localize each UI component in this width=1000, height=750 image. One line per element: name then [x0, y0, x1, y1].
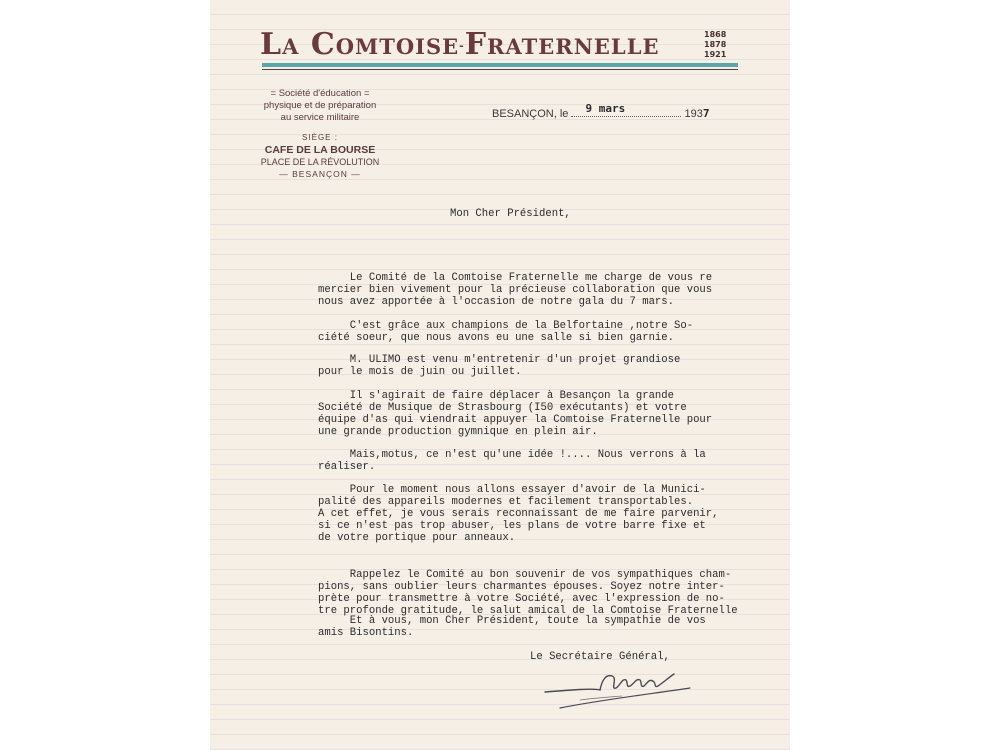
dateline-place: BESANÇON, le	[492, 108, 569, 120]
side-line-1: = Société d'éducation =	[270, 88, 370, 99]
letter-page	[210, 0, 790, 750]
year-3: 1921	[704, 50, 727, 59]
paragraph-5: Mais,motus, ce n'est qu'une idée !.... Nous verrons à la réaliser.	[318, 449, 706, 473]
paragraph-3: M. ULIMO est venu m'entretenir d'un projet grandiose pour le mois de juin ou juillet.	[318, 354, 681, 378]
siege-city: — BESANÇON —	[279, 169, 361, 179]
letterhead-rule-dark	[262, 69, 738, 70]
letterhead-rule-teal	[262, 63, 738, 67]
year-1: 1868	[704, 30, 727, 39]
paragraph-1: Le Comité de la Comtoise Fraternelle me charge de vous re mercier bien vivement pour la précieuse collaboration que vous nous avez apportée à l'occasion de notre gala du 7 mars.	[318, 272, 713, 308]
dateline-date: 9 mars	[585, 102, 626, 115]
siege-label: SIÈGE :	[302, 133, 338, 142]
dateline	[492, 102, 710, 120]
siege-cafe: CAFE DE LA BOURSE	[264, 144, 376, 156]
paragraph-8: Et à vous, mon Cher Président, toute la sympathie de vos amis Bisontins.	[318, 615, 706, 639]
letterhead-side-block	[250, 88, 390, 180]
paragraph-6: Pour le moment nous allons essayer d'avoir de la Munici- palité des appareils modernes et facilement transportables. A cet effet, je vous serais reconnaissant de me faire parvenir, si ce n'est pas trop abuser, les plans de votre barre fixe et de votre portique pour anneaux.	[318, 484, 719, 544]
brand-joiner: -	[459, 39, 465, 53]
year-2: 1878	[704, 40, 727, 49]
paragraph-7: Rappelez le Comité au bon souvenir de vos sympathiques cham- pions, sans oublier leurs charmantes épouses. Soyez notre inter- prète pour transmettre à votre Société, avec l'expression de no- tre profonde gratitude, le salut amical de la Comtoise Fraternelle	[318, 569, 738, 617]
signature-image	[540, 660, 700, 715]
brand-part-2: Fraternelle	[464, 27, 660, 62]
side-line-3: au service militaire	[280, 112, 360, 123]
salutation: Mon Cher Président,	[450, 208, 571, 220]
side-line-2: physique et de préparation	[263, 100, 377, 111]
dateline-year-prefix: 193	[684, 108, 703, 120]
closing: Le Secrétaire Général,	[530, 651, 670, 663]
brand-part-1: La Comtoise	[260, 27, 460, 62]
letterhead-brand	[260, 27, 659, 62]
siege-place: PLACE DE LA RÉVOLUTION	[260, 157, 380, 167]
letterhead-years	[704, 30, 726, 60]
paragraph-2: C'est grâce aux champions de la Belfortaine ,notre So- ciété soeur, que nous avons eu une salle si bien garnie.	[318, 320, 694, 344]
paragraph-4: Il s'agirait de faire déplacer à Besançon la grande Société de Musique de Strasbourg (I50 exécutants) et votre équipe d'as qui viendrait appuyer la Comtoise Fraternelle pour une grande production gymnique en plein air.	[318, 390, 713, 438]
dateline-year-suffix: 7	[702, 107, 710, 120]
